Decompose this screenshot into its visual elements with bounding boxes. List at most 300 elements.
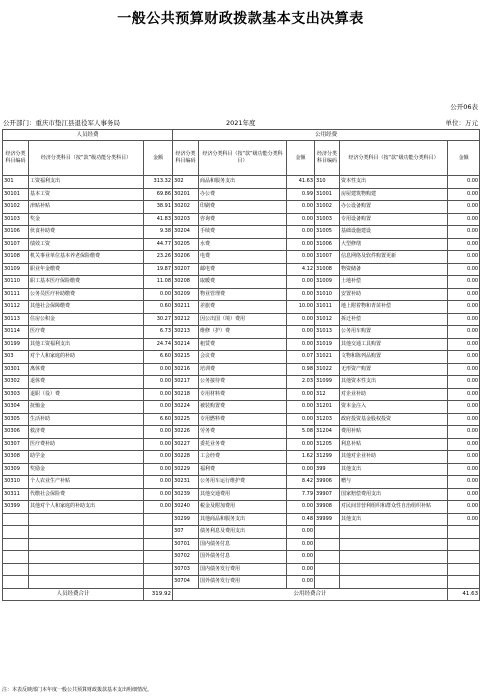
amount-cell: 0.00 [448, 413, 480, 426]
col-amount: 金额 [144, 141, 173, 176]
code-cell: 31005 [315, 226, 340, 239]
table-row [3, 276, 480, 289]
name-cell: 培训费 [199, 363, 287, 376]
code-cell: 30226 [173, 426, 199, 439]
code-cell: 30227 [173, 438, 199, 451]
code-cell: 30208 [173, 276, 199, 289]
code-cell [3, 526, 29, 539]
col-code: 经济分类科目编码 [173, 141, 199, 176]
table-row [3, 463, 480, 476]
amount-cell: 0.00 [144, 376, 173, 389]
name-cell: 差旅费 [199, 301, 287, 314]
code-cell: 30228 [173, 451, 199, 464]
code-cell: 30107 [3, 238, 29, 251]
name-cell: 国内债务付息 [199, 538, 287, 551]
amount-cell: 0.00 [287, 238, 315, 251]
name-cell: 其他资本性支出 [340, 376, 448, 389]
code-cell: 30703 [173, 563, 199, 576]
amount-cell: 11.08 [144, 276, 173, 289]
name-cell: 债务利息及费用支出 [199, 526, 287, 539]
table-row [3, 251, 480, 264]
amount-cell: 0.00 [448, 188, 480, 201]
name-cell: 基础设施建设 [340, 226, 448, 239]
amount-cell: 0.60 [144, 301, 173, 314]
code-cell: 31010 [315, 288, 340, 301]
name-cell: 信息网络及软件购置更新 [340, 251, 448, 264]
name-cell: 工资福利支出 [29, 176, 144, 189]
amount-cell: 24.74 [144, 338, 173, 351]
name-cell: 水费 [199, 238, 287, 251]
amount-cell: 0.00 [287, 313, 315, 326]
name-cell: 拆迁补偿 [340, 313, 448, 326]
group-public: 公用经费 [173, 130, 480, 141]
amount-cell: 0.00 [448, 438, 480, 451]
name-cell: 其他商品和服务支出 [199, 513, 287, 526]
amount-cell: 0.00 [287, 526, 315, 539]
amount-cell: 0.48 [287, 513, 315, 526]
amount-cell: 19.87 [144, 263, 173, 276]
amount-cell: 0.00 [448, 426, 480, 439]
table-row [3, 488, 480, 501]
code-cell: 31203 [315, 413, 340, 426]
name-cell: 手续费 [199, 226, 287, 239]
amount-cell: 0.00 [448, 451, 480, 464]
table-row [3, 201, 480, 214]
name-cell: 绩效工资 [29, 238, 144, 251]
amount-cell [448, 551, 480, 564]
code-cell: 30299 [173, 513, 199, 526]
amount-cell: 44.77 [144, 238, 173, 251]
name-cell: 职工基本医疗保险缴费 [29, 276, 144, 289]
amount-cell: 0.00 [448, 513, 480, 526]
code-cell: 30206 [173, 251, 199, 264]
code-cell: 30207 [173, 263, 199, 276]
name-cell: 奖励金 [29, 463, 144, 476]
code-cell: 31099 [315, 376, 340, 389]
code-cell: 31022 [315, 363, 340, 376]
code-cell: 31007 [315, 251, 340, 264]
code-cell: 30399 [3, 501, 29, 514]
code-cell: 30239 [173, 488, 199, 501]
code-cell: 30701 [173, 538, 199, 551]
amount-cell: 0.00 [287, 251, 315, 264]
table-row [3, 476, 480, 489]
table-row [3, 226, 480, 239]
code-cell: 30201 [173, 188, 199, 201]
name-cell: 其他支出 [340, 513, 448, 526]
table-row [3, 501, 480, 514]
code-cell: 31011 [315, 301, 340, 314]
name-cell: 个人农业生产补贴 [29, 476, 144, 489]
amount-cell: 0.00 [448, 501, 480, 514]
code-cell: 30112 [3, 301, 29, 314]
name-cell [29, 551, 144, 564]
table-row [3, 301, 480, 314]
table-row [3, 188, 480, 201]
table-row [3, 388, 480, 401]
name-cell [340, 551, 448, 564]
name-cell: 房屋建筑物购建 [340, 188, 448, 201]
name-cell: 津贴补贴 [29, 201, 144, 214]
name-cell [340, 563, 448, 576]
expenditure-table [2, 129, 480, 601]
code-cell: 30213 [173, 326, 199, 339]
amount-cell: 0.00 [448, 401, 480, 414]
code-cell: 30304 [3, 401, 29, 414]
amount-cell: 0.00 [144, 288, 173, 301]
amount-cell: 0.00 [448, 226, 480, 239]
name-cell: 无形资产购置 [340, 363, 448, 376]
table-row [3, 526, 480, 539]
amount-cell: 0.00 [144, 451, 173, 464]
amount-cell: 0.00 [448, 488, 480, 501]
code-cell: 30305 [3, 413, 29, 426]
amount-cell: 41.83 [144, 213, 173, 226]
code-cell: 31201 [315, 401, 340, 414]
table-row [3, 438, 480, 451]
col-name: 经济分类科目（按“款”级功能分类科目） [199, 141, 287, 176]
name-cell: 劳务费 [199, 426, 287, 439]
name-cell: 伙食补助费 [29, 226, 144, 239]
name-cell: 委托业务费 [199, 438, 287, 451]
amount-cell: 41.63 [287, 176, 315, 189]
name-cell: 土地补偿 [340, 276, 448, 289]
name-cell: 公务用车购置 [340, 326, 448, 339]
amount-cell: 5.08 [287, 426, 315, 439]
table-row [3, 576, 480, 589]
amount-cell [448, 576, 480, 589]
page-title: 一般公共预算财政拨款基本支出决算表 [117, 11, 364, 27]
name-cell: 离休费 [29, 363, 144, 376]
amount-cell: 38.91 [144, 201, 173, 214]
name-cell: 政府投资基金股权投资 [340, 413, 448, 426]
code-cell: 30704 [173, 576, 199, 589]
name-cell: 其他社会保障缴费 [29, 301, 144, 314]
code-cell [315, 526, 340, 539]
name-cell: 其他交通工具购置 [340, 338, 448, 351]
amount-cell: 0.00 [287, 463, 315, 476]
code-cell: 30109 [3, 263, 29, 276]
code-cell: 30224 [173, 401, 199, 414]
amount-cell: 4.12 [287, 263, 315, 276]
name-cell: 医疗费补助 [29, 438, 144, 451]
name-cell: 国外债务付息 [199, 551, 287, 564]
name-cell: 物业管理费 [199, 288, 287, 301]
amount-cell: 0.00 [448, 351, 480, 364]
col-name: 经济分类科目（按“款”级功能分类科目） [340, 141, 448, 176]
total-public-value: 41.63 [448, 588, 480, 600]
amount-cell: 0.00 [287, 401, 315, 414]
name-cell: 维修（护）费 [199, 326, 287, 339]
total-personnel-value: 319.92 [144, 588, 173, 600]
year-label: 2021年度 [226, 119, 256, 127]
code-cell: 30225 [173, 413, 199, 426]
name-cell: 办公设备购置 [340, 201, 448, 214]
amount-cell [448, 538, 480, 551]
code-cell: 30102 [3, 201, 29, 214]
name-cell: 其他交通费用 [199, 488, 287, 501]
amount-cell: 313.32 [144, 176, 173, 189]
amount-cell: 1.62 [287, 451, 315, 464]
name-cell: 赠与 [340, 476, 448, 489]
amount-cell: 0.00 [287, 226, 315, 239]
name-cell: 因公出国（境）费用 [199, 313, 287, 326]
name-cell: 资本金注入 [340, 401, 448, 414]
table-row [3, 263, 480, 276]
amount-cell: 23.26 [144, 251, 173, 264]
code-cell: 39999 [315, 513, 340, 526]
name-cell: 商品和服务支出 [199, 176, 287, 189]
table-row [3, 413, 480, 426]
table-row [3, 176, 480, 189]
code-cell: 307 [173, 526, 199, 539]
name-cell: 救济费 [29, 426, 144, 439]
code-cell: 31205 [315, 438, 340, 451]
code-cell: 30216 [173, 363, 199, 376]
table-row [3, 551, 480, 564]
code-cell: 30202 [173, 201, 199, 214]
amount-cell: 69.86 [144, 188, 173, 201]
amount-cell: 0.00 [144, 463, 173, 476]
amount-cell: 0.00 [144, 401, 173, 414]
code-cell: 30106 [3, 226, 29, 239]
name-cell: 抚恤金 [29, 401, 144, 414]
name-cell: 资本性支出 [340, 176, 448, 189]
amount-cell: 10.00 [287, 301, 315, 314]
name-cell [29, 538, 144, 551]
name-cell: 福利费 [199, 463, 287, 476]
code-cell: 30303 [3, 388, 29, 401]
name-cell: 邮电费 [199, 263, 287, 276]
amount-cell: 2.03 [287, 376, 315, 389]
code-cell: 31006 [315, 238, 340, 251]
code-cell: 30302 [3, 376, 29, 389]
name-cell: 公务用车运行维护费 [199, 476, 287, 489]
code-cell: 302 [173, 176, 199, 189]
code-cell: 31299 [315, 451, 340, 464]
name-cell: 其他工资福利支出 [29, 338, 144, 351]
code-cell: 30205 [173, 238, 199, 251]
name-cell: 生活补助 [29, 413, 144, 426]
unit-label: 单位：万元 [445, 119, 478, 127]
amount-cell: 0.00 [448, 313, 480, 326]
name-cell: 退职（役）费 [29, 388, 144, 401]
code-cell [3, 576, 29, 589]
name-cell: 电费 [199, 251, 287, 264]
code-cell: 30217 [173, 376, 199, 389]
code-cell: 31019 [315, 338, 340, 351]
group-personnel: 人员经费 [3, 130, 173, 141]
name-cell: 医疗费 [29, 326, 144, 339]
code-cell: 30199 [3, 338, 29, 351]
col-name: 经济分类科目（按“款”级功能分类科目） [29, 141, 144, 176]
table-row [3, 538, 480, 551]
table-row [3, 313, 480, 326]
code-cell: 30113 [3, 313, 29, 326]
amount-cell: 0.00 [287, 413, 315, 426]
amount-cell: 0.00 [144, 363, 173, 376]
name-cell: 退休费 [29, 376, 144, 389]
code-cell: 31204 [315, 426, 340, 439]
table-row [3, 451, 480, 464]
code-cell: 39908 [315, 501, 340, 514]
name-cell: 会议费 [199, 351, 287, 364]
code-cell: 399 [315, 463, 340, 476]
table-row [3, 426, 480, 439]
amount-cell: 0.00 [287, 538, 315, 551]
name-cell: 国家赔偿费用支出 [340, 488, 448, 501]
amount-cell: 0.00 [448, 263, 480, 276]
amount-cell: 0.00 [287, 438, 315, 451]
name-cell: 利息补贴 [340, 438, 448, 451]
amount-cell: 0.00 [287, 501, 315, 514]
code-cell [3, 551, 29, 564]
name-cell: 工会经费 [199, 451, 287, 464]
code-cell: 30209 [173, 288, 199, 301]
name-cell: 公务员医疗补助缴费 [29, 288, 144, 301]
code-cell: 30214 [173, 338, 199, 351]
code-cell: 31001 [315, 188, 340, 201]
name-cell: 租赁费 [199, 338, 287, 351]
code-cell: 39906 [315, 476, 340, 489]
table-row [3, 288, 480, 301]
code-cell: 30212 [173, 313, 199, 326]
code-cell: 30215 [173, 351, 199, 364]
name-cell: 住房公积金 [29, 313, 144, 326]
form-number: 公开06表 [450, 103, 478, 111]
amount-cell: 0.00 [448, 388, 480, 401]
amount-cell: 6.60 [144, 351, 173, 364]
amount-cell [448, 526, 480, 539]
name-cell: 取暖费 [199, 276, 287, 289]
code-cell: 30307 [3, 438, 29, 451]
code-cell: 310 [315, 176, 340, 189]
amount-cell: 0.00 [144, 501, 173, 514]
code-cell: 30310 [3, 476, 29, 489]
amount-cell: 0.00 [287, 388, 315, 401]
code-cell: 30203 [173, 213, 199, 226]
amount-cell: 0.00 [144, 388, 173, 401]
code-cell: 30308 [3, 451, 29, 464]
code-cell: 31008 [315, 263, 340, 276]
amount-cell: 8.42 [287, 476, 315, 489]
amount-cell [144, 551, 173, 564]
code-cell: 30108 [3, 251, 29, 264]
code-cell: 30111 [3, 288, 29, 301]
amount-cell [144, 563, 173, 576]
amount-cell [144, 538, 173, 551]
amount-cell: 0.00 [287, 326, 315, 339]
amount-cell: 0.00 [144, 426, 173, 439]
name-cell: 专用材料费 [199, 388, 287, 401]
amount-cell: 0.00 [287, 213, 315, 226]
amount-cell: 0.00 [448, 463, 480, 476]
code-cell: 30306 [3, 426, 29, 439]
amount-cell: 0.00 [287, 576, 315, 589]
total-personnel-label: 人员经费合计 [3, 588, 144, 600]
name-cell: 职业年金缴费 [29, 263, 144, 276]
amount-cell: 0.00 [448, 176, 480, 189]
table-row [3, 376, 480, 389]
code-cell: 30110 [3, 276, 29, 289]
amount-cell: 0.00 [448, 213, 480, 226]
amount-cell: 7.79 [287, 488, 315, 501]
name-cell: 专用燃料费 [199, 413, 287, 426]
name-cell: 安置补助 [340, 288, 448, 301]
amount-cell: 0.00 [287, 563, 315, 576]
amount-cell: 0.00 [287, 338, 315, 351]
code-cell: 31003 [315, 213, 340, 226]
name-cell: 机关事业单位基本养老保险缴费 [29, 251, 144, 264]
code-cell: 30204 [173, 226, 199, 239]
amount-cell: 0.99 [287, 188, 315, 201]
amount-cell [144, 513, 173, 526]
code-cell: 30103 [3, 213, 29, 226]
name-cell: 国外债务发行费用 [199, 576, 287, 589]
amount-cell: 0.00 [144, 476, 173, 489]
name-cell: 国内债务发行费用 [199, 563, 287, 576]
footnote: 注：本表反映部门本年度一般公共预算财政拨款基本支出明细情况。 [2, 687, 153, 693]
name-cell [29, 563, 144, 576]
name-cell: 地上附着物和青苗补偿 [340, 301, 448, 314]
code-cell [3, 563, 29, 576]
code-cell: 312 [315, 388, 340, 401]
amount-cell: 0.00 [144, 438, 173, 451]
name-cell: 大型修缮 [340, 238, 448, 251]
name-cell: 专用设备购置 [340, 213, 448, 226]
name-cell: 文物和陈列品购置 [340, 351, 448, 364]
amount-cell: 0.00 [448, 476, 480, 489]
amount-cell: 0.00 [287, 288, 315, 301]
name-cell: 办公费 [199, 188, 287, 201]
code-cell: 303 [3, 351, 29, 364]
name-cell: 对个人和家庭的补助 [29, 351, 144, 364]
amount-cell: 0.00 [448, 363, 480, 376]
name-cell [340, 526, 448, 539]
name-cell [29, 526, 144, 539]
name-cell: 税金及附加费用 [199, 501, 287, 514]
amount-cell: 0.00 [448, 276, 480, 289]
amount-cell: 0.00 [448, 326, 480, 339]
amount-cell: 0.98 [287, 363, 315, 376]
amount-cell [144, 576, 173, 589]
code-cell: 31009 [315, 276, 340, 289]
code-cell [315, 538, 340, 551]
amount-cell [448, 563, 480, 576]
table-row [3, 351, 480, 364]
amount-cell: 0.00 [448, 251, 480, 264]
code-cell: 30231 [173, 476, 199, 489]
code-cell: 30229 [173, 463, 199, 476]
code-cell: 31002 [315, 201, 340, 214]
col-code: 经济分类科目编码 [315, 141, 340, 176]
name-cell: 被装购置费 [199, 401, 287, 414]
name-cell: 对民间非营利组织和群众性自治组织补贴 [340, 501, 448, 514]
amount-cell: 6.60 [144, 413, 173, 426]
code-cell [3, 538, 29, 551]
code-cell: 30211 [173, 301, 199, 314]
name-cell: 咨询费 [199, 213, 287, 226]
name-cell [29, 576, 144, 589]
amount-cell [144, 526, 173, 539]
code-cell: 30218 [173, 388, 199, 401]
name-cell: 物资储备 [340, 263, 448, 276]
code-cell: 30101 [3, 188, 29, 201]
code-cell: 31012 [315, 313, 340, 326]
name-cell: 其他对个人和家庭的补助支出 [29, 501, 144, 514]
name-cell: 其他对企业补助 [340, 451, 448, 464]
amount-cell: 0.07 [287, 351, 315, 364]
